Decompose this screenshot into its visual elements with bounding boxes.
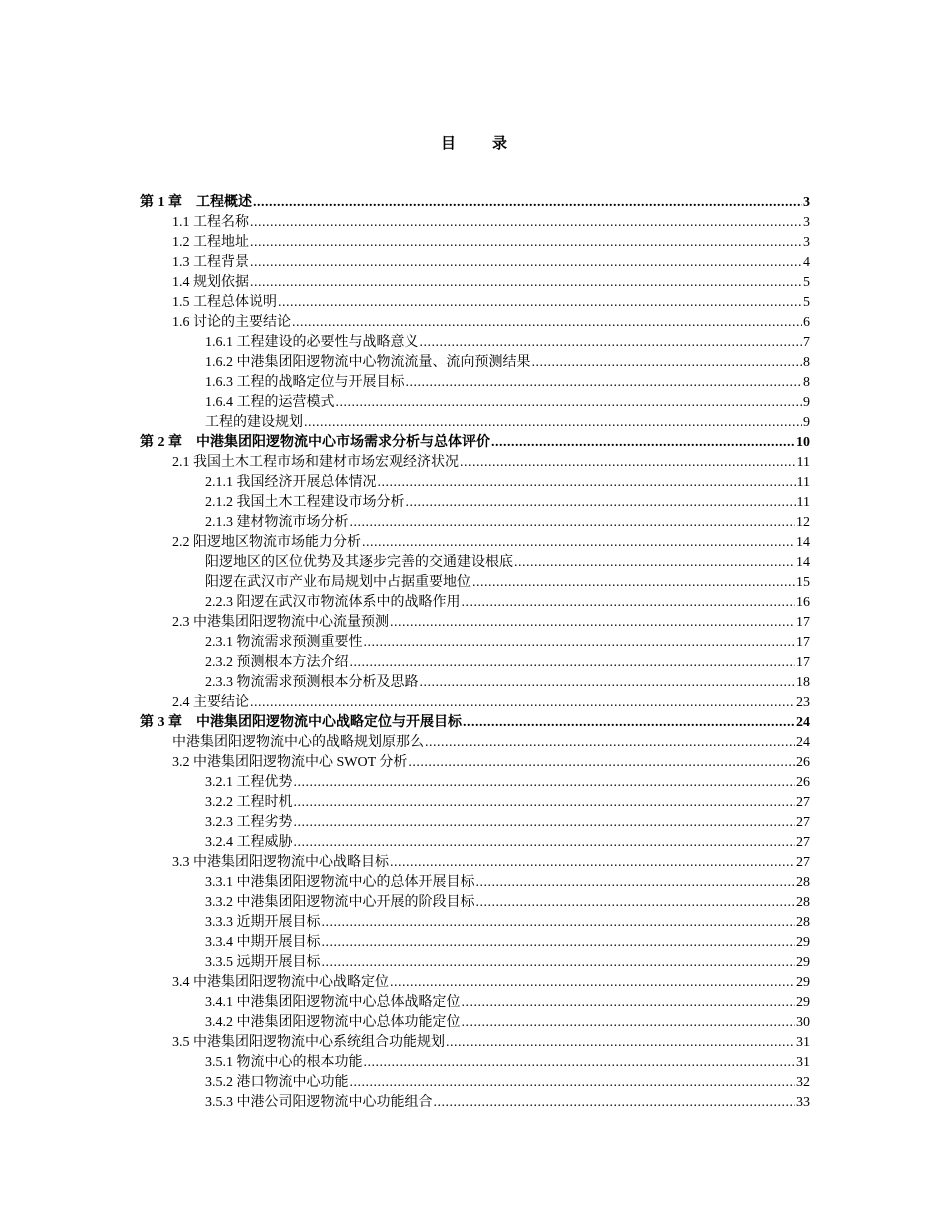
toc-dot-leader — [250, 274, 802, 292]
toc-page-number: 16 — [796, 595, 810, 610]
toc-subsection-entry[interactable] — [140, 812, 810, 832]
toc-entry-label: 3.2.1 工程优势 — [205, 775, 293, 790]
toc-page-number: 27 — [796, 815, 810, 830]
toc-dot-leader — [425, 734, 795, 752]
toc-page-number: 10 — [796, 435, 810, 450]
toc-entry-label: 1.1 工程名称 — [172, 215, 249, 230]
toc-dot-leader — [304, 414, 802, 432]
toc-dot-leader — [434, 1094, 796, 1112]
toc-subsection-entry[interactable] — [140, 552, 810, 572]
toc-subsection-entry[interactable] — [140, 372, 810, 392]
toc-subsection-entry[interactable] — [140, 1052, 810, 1072]
toc-dot-leader — [472, 574, 795, 592]
toc-subsection-entry[interactable] — [140, 952, 810, 972]
toc-entry-label: 3.5 中港集团阳逻物流中心系统组合功能规划 — [172, 1035, 445, 1050]
toc-page-number: 14 — [796, 535, 810, 550]
toc-entry-label: 3.5.3 中港公司阳逻物流中心功能组合 — [205, 1095, 433, 1110]
toc-entry-label: 阳逻在武汉市产业布局规划中占据重要地位 — [205, 575, 471, 590]
toc-entry-label: 1.6.4 工程的运营模式 — [205, 395, 335, 410]
toc-entry-label: 第 3 章 中港集团阳逻物流中心战略定位与开展目标 — [140, 715, 462, 730]
toc-page-number: 26 — [796, 755, 810, 770]
toc-section-entry[interactable] — [140, 692, 810, 712]
toc-page-number: 9 — [803, 395, 810, 410]
toc-page-number: 14 — [796, 555, 810, 570]
toc-entry-label: 3.2 中港集团阳逻物流中心 SWOT 分析 — [172, 755, 408, 770]
toc-entry-label: 3.4 中港集团阳逻物流中心战略定位 — [172, 975, 389, 990]
toc-section-entry[interactable] — [140, 732, 810, 752]
toc-dot-leader — [322, 914, 796, 932]
toc-dot-leader — [350, 1074, 796, 1092]
toc-dot-leader — [322, 934, 796, 952]
toc-page-number: 30 — [796, 1015, 810, 1030]
toc-section-entry[interactable] — [140, 972, 810, 992]
toc-subsection-entry[interactable] — [140, 832, 810, 852]
toc-entry-label: 3.4.2 中港集团阳逻物流中心总体功能定位 — [205, 1015, 461, 1030]
toc-dot-leader — [250, 254, 802, 272]
toc-section-entry[interactable] — [140, 452, 810, 472]
toc-page-number: 27 — [796, 835, 810, 850]
toc-entry-label: 2.1 我国土木工程市场和建材市场宏观经济状况 — [172, 455, 459, 470]
toc-entry-label: 2.3 中港集团阳逻物流中心流量预测 — [172, 615, 389, 630]
toc-page-number: 29 — [796, 995, 810, 1010]
toc-entry-label: 3.5.2 港口物流中心功能 — [205, 1075, 349, 1090]
toc-entry-label: 1.6.2 中港集团阳逻物流中心物流流量、流向预测结果 — [205, 355, 531, 370]
toc-subsection-entry[interactable] — [140, 772, 810, 792]
toc-page-number: 3 — [803, 195, 810, 210]
toc-section-entry[interactable] — [140, 212, 810, 232]
toc-entry-label: 2.2 阳逻地区物流市场能力分析 — [172, 535, 361, 550]
toc-entry-label: 1.4 规划依据 — [172, 275, 249, 290]
toc-dot-leader — [390, 974, 795, 992]
toc-dot-leader — [364, 1054, 796, 1072]
toc-subsection-entry[interactable] — [140, 652, 810, 672]
toc-subsection-entry[interactable] — [140, 892, 810, 912]
toc-page-number: 11 — [796, 455, 810, 470]
toc-entry-label: 中港集团阳逻物流中心的战略规划原那么 — [172, 735, 424, 750]
toc-subsection-entry[interactable] — [140, 392, 810, 412]
toc-dot-leader — [292, 314, 802, 332]
toc-page-number: 7 — [803, 335, 810, 350]
toc-dot-leader — [476, 894, 796, 912]
toc-page-number: 31 — [796, 1035, 810, 1050]
toc-dot-leader — [446, 1034, 795, 1052]
toc-entry-label: 2.1.1 我国经济开展总体情况 — [205, 475, 377, 490]
toc-page-number: 17 — [796, 655, 810, 670]
toc-entry-label: 3.2.3 工程劣势 — [205, 815, 293, 830]
toc-dot-leader — [250, 234, 802, 252]
toc-entry-label: 2.1.2 我国土木工程建设市场分析 — [205, 495, 405, 510]
toc-subsection-entry[interactable] — [140, 912, 810, 932]
toc-entry-label: 3.4.1 中港集团阳逻物流中心总体战略定位 — [205, 995, 461, 1010]
toc-section-entry[interactable] — [140, 292, 810, 312]
toc-dot-leader — [390, 614, 795, 632]
toc-subsection-entry[interactable] — [140, 572, 810, 592]
toc-dot-leader — [294, 794, 796, 812]
toc-page-number: 5 — [803, 275, 810, 290]
page-title: 目 录 — [440, 136, 509, 152]
toc-page-number: 24 — [796, 735, 810, 750]
toc-page-number: 29 — [796, 975, 810, 990]
toc-subsection-entry[interactable] — [140, 412, 810, 432]
toc-dot-leader — [350, 514, 796, 532]
toc-entry-label: 1.6 讨论的主要结论 — [172, 315, 291, 330]
toc-dot-leader — [408, 754, 795, 772]
toc-entry-label: 3.3.4 中期开展目标 — [205, 935, 321, 950]
toc-entry-label: 3.2.2 工程时机 — [205, 795, 293, 810]
toc-dot-leader — [462, 994, 796, 1012]
toc-entry-label: 2.3.1 物流需求预测重要性 — [205, 635, 363, 650]
toc-subsection-entry[interactable] — [140, 872, 810, 892]
toc-dot-leader — [378, 474, 796, 492]
toc-subsection-entry[interactable] — [140, 1072, 810, 1092]
toc-entry-label: 3.3.5 远期开展目标 — [205, 955, 321, 970]
toc-dot-leader — [476, 874, 796, 892]
toc-page-number: 26 — [796, 775, 810, 790]
toc-entry-label: 1.6.1 工程建设的必要性与战略意义 — [205, 335, 419, 350]
toc-page-number: 11 — [796, 475, 810, 490]
toc-subsection-entry[interactable] — [140, 1092, 810, 1112]
toc-page-number: 5 — [803, 295, 810, 310]
toc-page-number: 6 — [803, 315, 810, 330]
toc-page-number: 23 — [796, 695, 810, 710]
toc-entry-label: 3.3.1 中港集团阳逻物流中心的总体开展目标 — [205, 875, 475, 890]
toc-page-number: 17 — [796, 615, 810, 630]
table-of-contents — [140, 192, 810, 1112]
toc-dot-leader — [294, 774, 796, 792]
toc-entry-label: 第 1 章 工程概述 — [140, 195, 252, 210]
toc-subsection-entry[interactable] — [140, 992, 810, 1012]
toc-dot-leader — [420, 674, 796, 692]
toc-subsection-entry[interactable] — [140, 492, 810, 512]
toc-entry-label: 1.2 工程地址 — [172, 235, 249, 250]
toc-entry-label: 阳逻地区的区位优势及其逐步完善的交通建设根底 — [205, 555, 513, 570]
toc-page-number: 12 — [796, 515, 810, 530]
toc-page-number: 27 — [796, 795, 810, 810]
toc-page-number: 17 — [796, 635, 810, 650]
toc-page-number: 31 — [796, 1055, 810, 1070]
toc-dot-leader — [491, 434, 795, 452]
toc-dot-leader — [532, 354, 803, 372]
toc-page-number: 3 — [803, 235, 810, 250]
toc-entry-label: 2.1.3 建材物流市场分析 — [205, 515, 349, 530]
toc-dot-leader — [462, 1014, 796, 1032]
toc-dot-leader — [350, 654, 796, 672]
toc-dot-leader — [364, 634, 796, 652]
toc-entry-label: 1.5 工程总体说明 — [172, 295, 277, 310]
toc-entry-label: 工程的建设规划 — [205, 415, 303, 430]
toc-section-entry[interactable] — [140, 612, 810, 632]
toc-dot-leader — [460, 454, 796, 472]
toc-entry-label: 3.5.1 物流中心的根本功能 — [205, 1055, 363, 1070]
toc-page-number: 29 — [796, 955, 810, 970]
toc-section-entry[interactable] — [140, 1032, 810, 1052]
toc-section-entry[interactable] — [140, 272, 810, 292]
toc-entry-label: 第 2 章 中港集团阳逻物流中心市场需求分析与总体评价 — [140, 435, 490, 450]
toc-page-number: 32 — [796, 1075, 810, 1090]
toc-page-number: 28 — [796, 895, 810, 910]
toc-page-number: 18 — [796, 675, 810, 690]
toc-section-entry[interactable] — [140, 232, 810, 252]
toc-chapter-entry[interactable] — [140, 432, 810, 452]
toc-entry-label: 3.3.3 近期开展目标 — [205, 915, 321, 930]
toc-page-number: 27 — [796, 855, 810, 870]
toc-dot-leader — [250, 694, 795, 712]
toc-page-number: 3 — [803, 215, 810, 230]
toc-entry-label: 2.2.3 阳逻在武汉市物流体系中的战略作用 — [205, 595, 461, 610]
toc-dot-leader — [514, 554, 795, 572]
toc-chapter-entry[interactable] — [140, 712, 810, 732]
toc-subsection-entry[interactable] — [140, 932, 810, 952]
toc-subsection-entry[interactable] — [140, 592, 810, 612]
toc-subsection-entry[interactable] — [140, 1012, 810, 1032]
toc-dot-leader — [336, 394, 803, 412]
toc-entry-label: 2.3.2 预测根本方法介绍 — [205, 655, 349, 670]
toc-subsection-entry[interactable] — [140, 792, 810, 812]
toc-dot-leader — [462, 594, 796, 612]
toc-subsection-entry[interactable] — [140, 672, 810, 692]
toc-dot-leader — [362, 534, 795, 552]
toc-page-number: 24 — [796, 715, 810, 730]
toc-section-entry[interactable] — [140, 252, 810, 272]
toc-dot-leader — [253, 194, 802, 212]
toc-page-number: 4 — [803, 255, 810, 270]
toc-entry-label: 3.2.4 工程威胁 — [205, 835, 293, 850]
toc-subsection-entry[interactable] — [140, 512, 810, 532]
toc-section-entry[interactable] — [140, 852, 810, 872]
toc-section-entry[interactable] — [140, 312, 810, 332]
toc-entry-label: 1.3 工程背景 — [172, 255, 249, 270]
toc-dot-leader — [390, 854, 795, 872]
toc-page-number: 28 — [796, 915, 810, 930]
toc-subsection-entry[interactable] — [140, 472, 810, 492]
toc-section-entry[interactable] — [140, 532, 810, 552]
toc-page-number: 33 — [796, 1095, 810, 1110]
toc-entry-label: 1.6.3 工程的战略定位与开展目标 — [205, 375, 405, 390]
toc-entry-label: 2.3.3 物流需求预测根本分析及思路 — [205, 675, 419, 690]
toc-page-number: 29 — [796, 935, 810, 950]
toc-subsection-entry[interactable] — [140, 352, 810, 372]
toc-subsection-entry[interactable] — [140, 332, 810, 352]
toc-page-number: 8 — [803, 375, 810, 390]
toc-chapter-entry[interactable] — [140, 192, 810, 212]
toc-section-entry[interactable] — [140, 752, 810, 772]
toc-dot-leader — [463, 714, 795, 732]
toc-dot-leader — [322, 954, 796, 972]
toc-entry-label: 2.4 主要结论 — [172, 695, 249, 710]
toc-page-number: 9 — [803, 415, 810, 430]
toc-page-number: 28 — [796, 875, 810, 890]
toc-dot-leader — [278, 294, 802, 312]
toc-subsection-entry[interactable] — [140, 632, 810, 652]
toc-entry-label: 3.3.2 中港集团阳逻物流中心开展的阶段目标 — [205, 895, 475, 910]
toc-dot-leader — [406, 494, 796, 512]
toc-dot-leader — [294, 834, 796, 852]
toc-dot-leader — [420, 334, 803, 352]
toc-dot-leader — [406, 374, 803, 392]
toc-entry-label: 3.3 中港集团阳逻物流中心战略目标 — [172, 855, 389, 870]
toc-dot-leader — [294, 814, 796, 832]
toc-dot-leader — [250, 214, 802, 232]
toc-page-number: 11 — [796, 495, 810, 510]
toc-page-number: 8 — [803, 355, 810, 370]
toc-page-number: 15 — [796, 575, 810, 590]
